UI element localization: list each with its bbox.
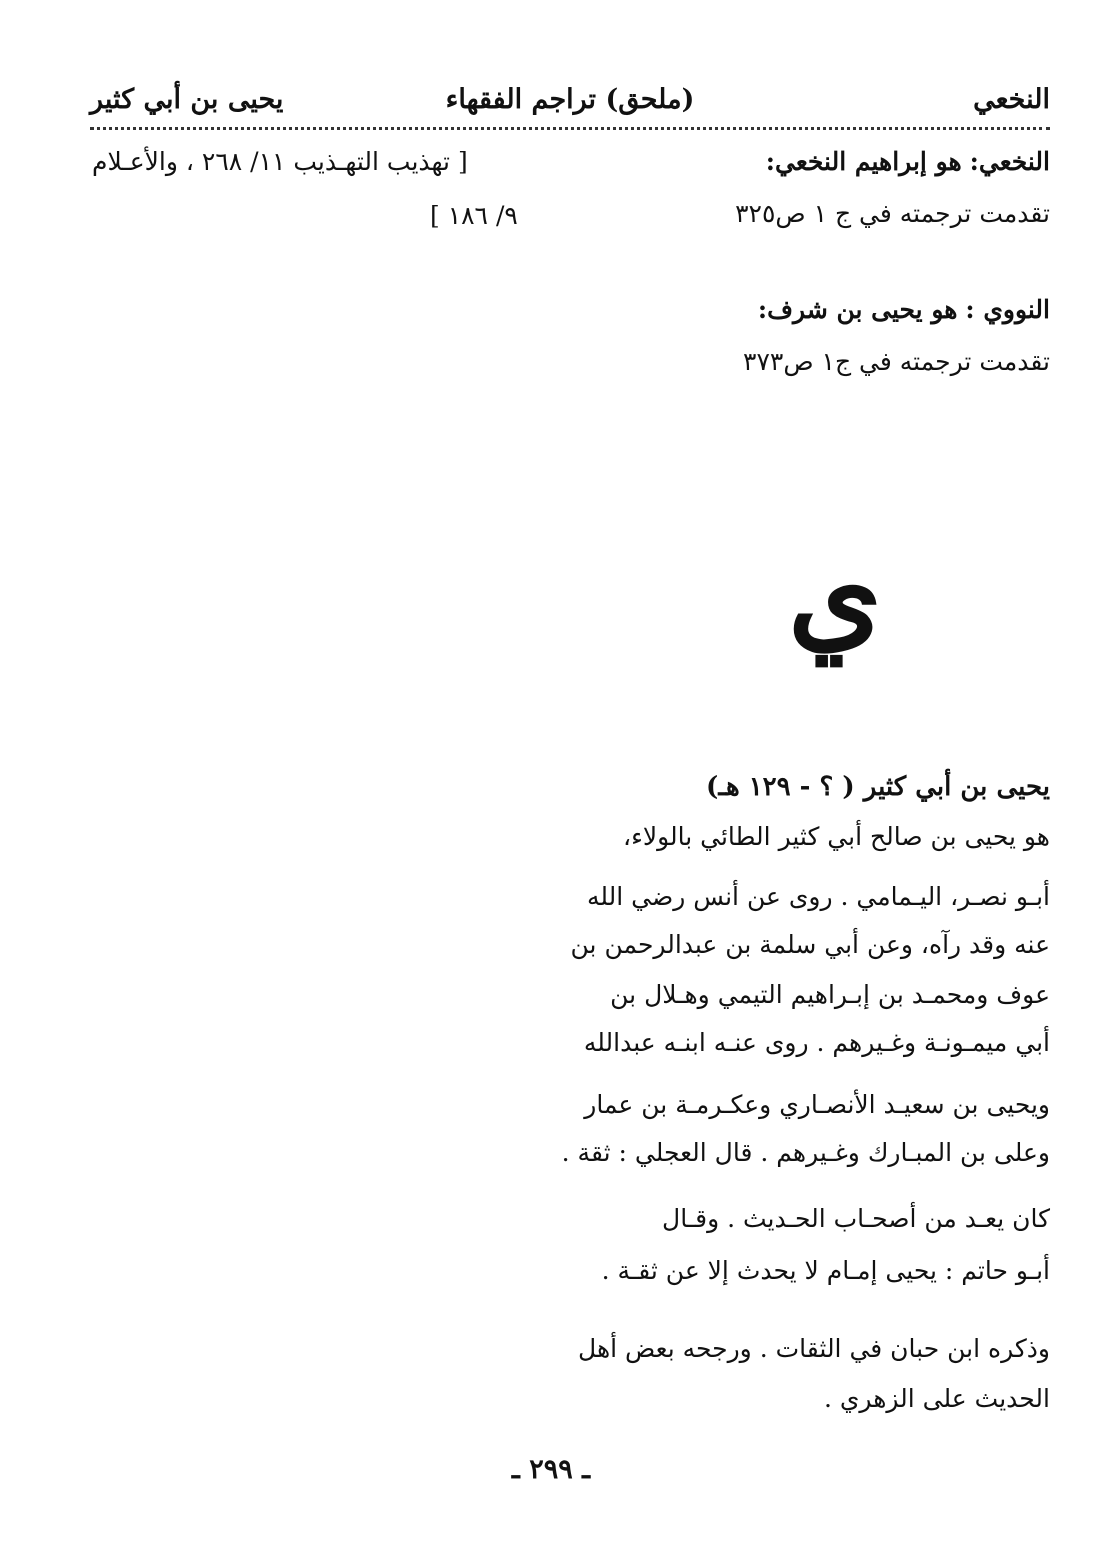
entry-nawawi-note: تقدمت ترجمته في ج١ ص٣٧٣ [743,347,1050,376]
article-line: وذكره ابن حبان في الثقات . ورجحه بعض أهل [578,1334,1050,1363]
entry-term: النخعي: [969,147,1050,176]
entry-term: النووي : [965,295,1050,324]
article-line: عنه وقد رآه، وعن أبي سلمة بن عبدالرحمن بن [570,930,1050,959]
entry-definition: هو إبراهيم النخعي: [765,147,962,176]
article-line: وعلى بن المبـارك وغـيرهم . قال العجلي : ثقة . [561,1138,1050,1167]
article-line: ويحيى بن سعيـد الأنصـاري وعكـرمـة بن عمار [584,1090,1050,1119]
article-line: أبـو نصـر، اليـمامي . روى عن أنس رضي الله [586,882,1050,911]
section-letter: ي [788,524,882,665]
article-line: كان يعـد من أصحـاب الحـديث . وقـال [662,1204,1050,1233]
article-line: أبـو حاتم : يحيى إمـام لا يحدث إلا عن ثقـة . [601,1256,1050,1285]
article-line: عوف ومحمـد بن إبـراهيم التيمي وهـلال بن [610,980,1050,1009]
article-line: الحديث على الزهري . [823,1384,1050,1413]
header-left-title: يحيى بن أبي كثير [90,84,284,115]
entry-definition: هو يحيى بن شرف: [757,295,958,324]
entry-nakhai-note: تقدمت ترجمته في ج ١ ص٣٢٥ [735,199,1050,228]
references-line-2: ٩/ ١٨٦ ] [430,201,518,230]
header-right-title: النخعي [973,84,1050,115]
article-title: يحيى بن أبي كثير ( ؟ - ١٢٩ هـ) [706,772,1050,802]
article-line: أبي ميمـونـة وغـيرهم . روى عنـه ابنـه عبدالله [583,1028,1050,1057]
references-line-1: [ تهذيب التهـذيب ١١/ ٢٦٨ ، والأعـلام [92,147,468,176]
page-number: ـ ٢٩٩ ـ [511,1454,591,1485]
header-center-title: (ملحق) تراجم الفقهاء [445,84,695,115]
article-line: هو يحيى بن صالح أبي كثير الطائي بالولاء، [623,822,1050,851]
